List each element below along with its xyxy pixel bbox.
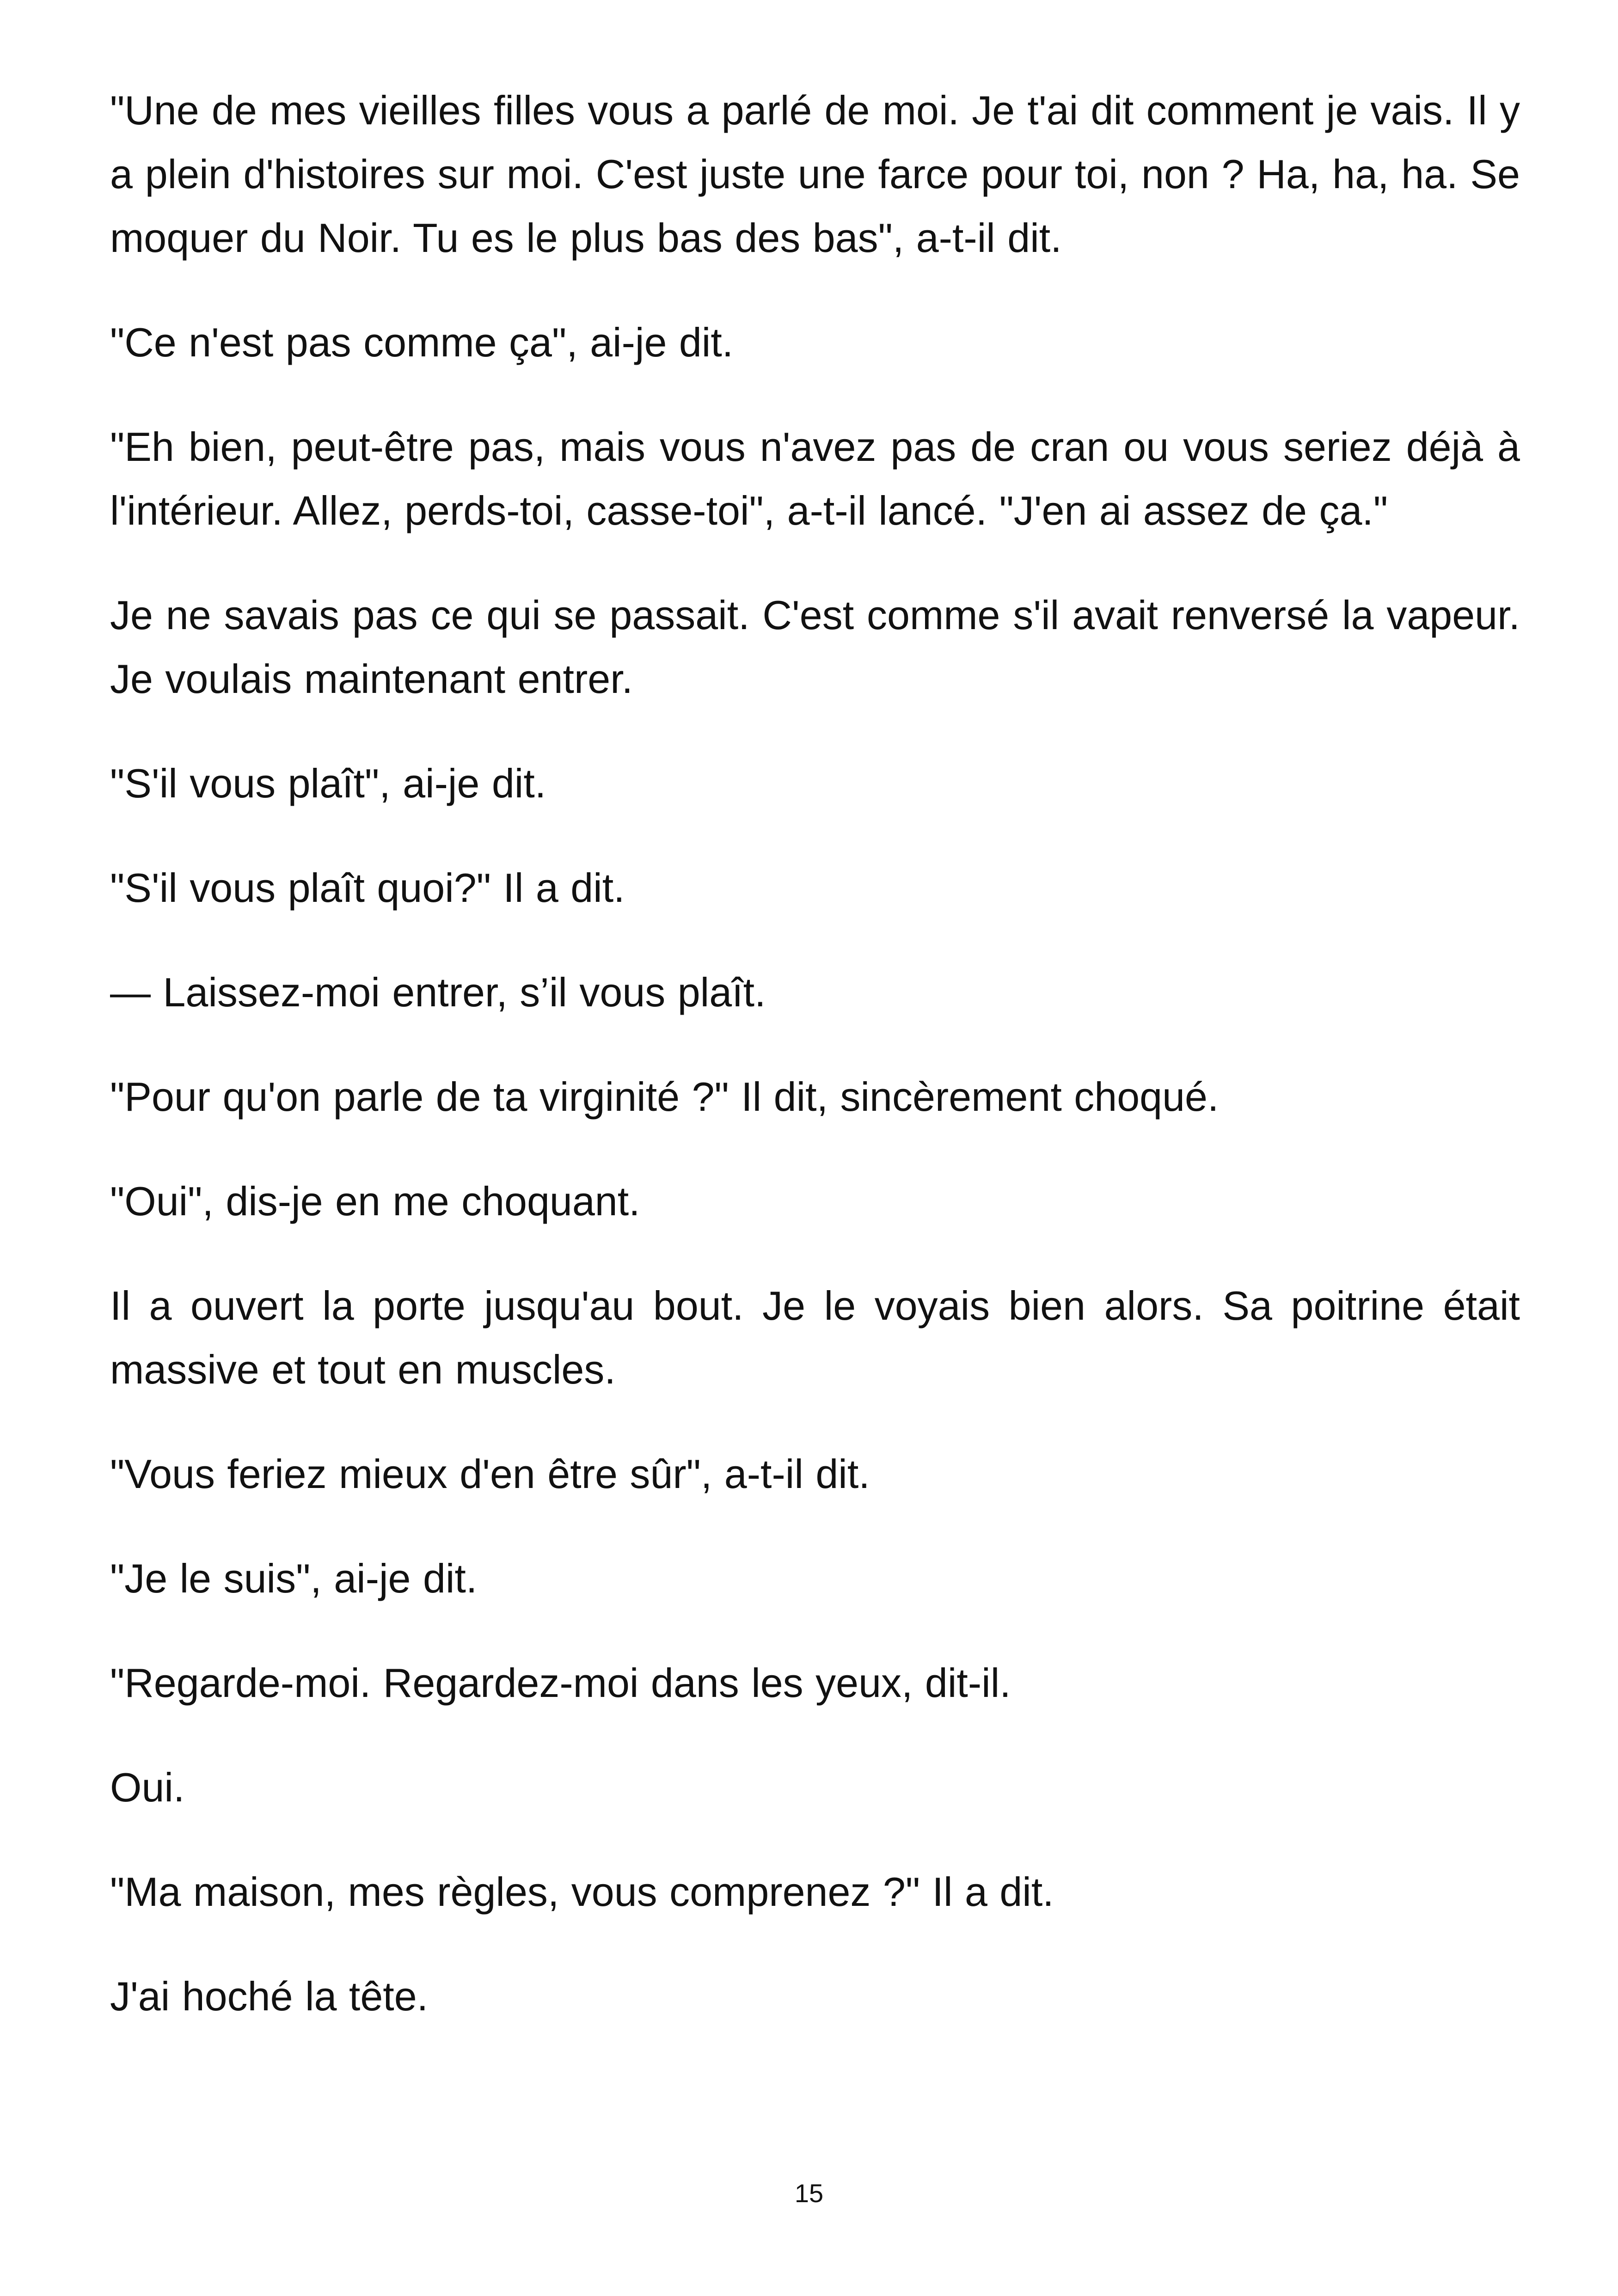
paragraph-14: Oui.: [110, 1764, 185, 1810]
paragraph-12: "Je le suis", ai-je dit.: [110, 1555, 478, 1601]
paragraph-10: Il a ouvert la porte jusqu'au bout. Je le voyais bien alors. Sa poitrine était massive et tout en muscles.: [110, 1283, 1520, 1392]
paragraph-7: — Laissez-moi entrer, s’il vous plaît.: [110, 969, 766, 1015]
paragraph-16: J'ai hoché la tête.: [110, 1973, 429, 2019]
paragraph-13: "Regarde-moi. Regardez-moi dans les yeux, dit-il.: [110, 1660, 1011, 1706]
paragraph-3: "Eh bien, peut-être pas, mais vous n'avez pas de cran ou vous seriez déjà à l'intérieur. Allez, perds-toi, casse-toi", a-t-il lancé. "J'en ai assez de ça.": [110, 424, 1520, 533]
paragraph-6: "S'il vous plaît quoi?" Il a dit.: [110, 865, 625, 911]
paragraph-1: "Une de mes vieilles filles vous a parlé de moi. Je t'ai dit comment je vais. Il y a plein d'histoires sur moi. C'est juste une farce pour toi, non ? Ha, ha, ha. Se moquer du Noir. Tu es le plus bas des bas", a-t-il dit.: [110, 87, 1520, 261]
paragraph-15: "Ma maison, mes règles, vous comprenez ?" Il a dit.: [110, 1869, 1054, 1915]
page-number: 15: [794, 2179, 824, 2208]
paragraph-9: "Oui", dis-je en me choquant.: [110, 1178, 640, 1224]
paragraph-2: "Ce n'est pas comme ça", ai-je dit.: [110, 319, 734, 365]
paragraph-4: Je ne savais pas ce qui se passait. C'est comme s'il avait renversé la vapeur. Je voulais maintenant entrer.: [110, 592, 1520, 702]
paragraph-11: "Vous feriez mieux d'en être sûr", a-t-il dit.: [110, 1451, 870, 1497]
body-text: [110, 79, 1520, 2069]
paragraph-8: "Pour qu'on parle de ta virginité ?" Il dit, sincèrement choqué.: [110, 1074, 1219, 1120]
paragraph-5: "S'il vous plaît", ai-je dit.: [110, 760, 546, 806]
